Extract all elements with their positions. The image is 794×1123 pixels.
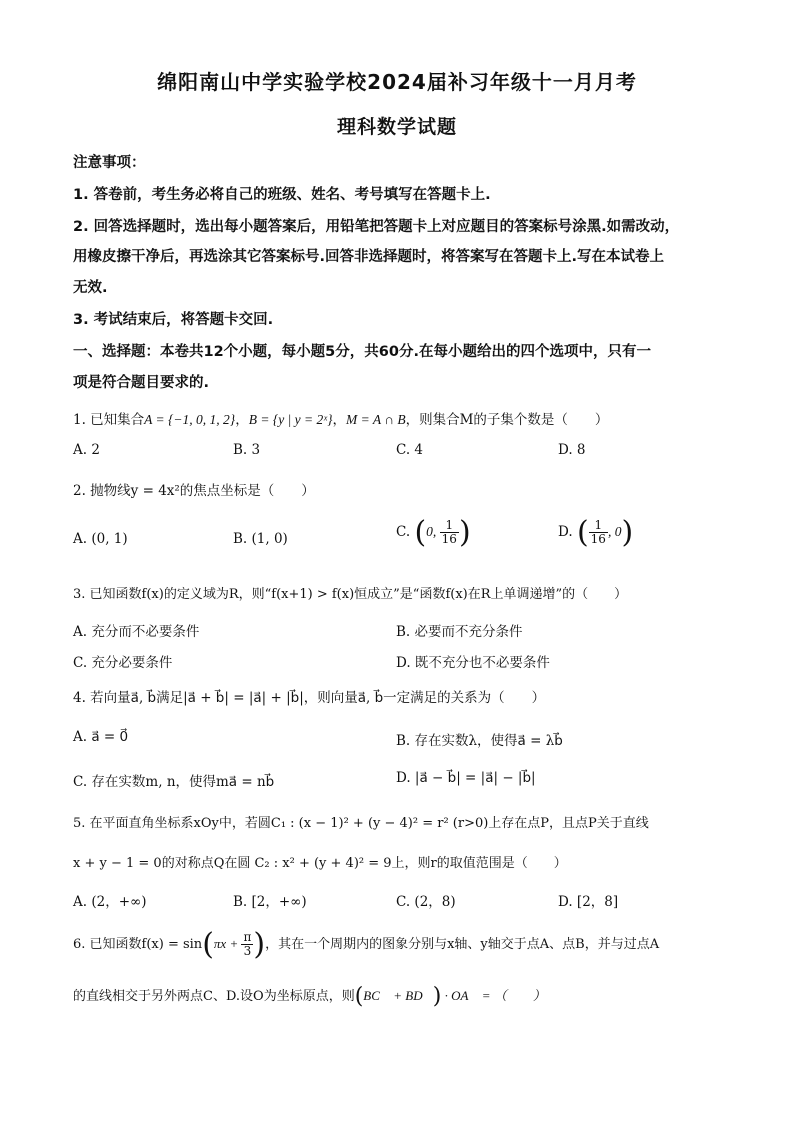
q3-option-b: B. 必要而不充分条件 xyxy=(396,624,523,640)
q6-inner: πx + xyxy=(213,936,242,951)
question-6-line-2 xyxy=(73,984,733,1009)
q1-option-d: D. 8 xyxy=(558,442,586,458)
q2-d-fraction xyxy=(589,519,608,546)
question-1-stem xyxy=(73,408,733,428)
q5-option-c: C. (2，8) xyxy=(396,894,456,910)
q1-prefix: 1. 已知集合 xyxy=(73,412,145,428)
q3-option-a: A. 充分而不必要条件 xyxy=(73,624,200,640)
q6-fraction xyxy=(241,931,253,958)
q1-set-m: M = A ∩ B xyxy=(345,412,406,427)
q2-d-num: 1 xyxy=(589,519,608,533)
q4-option-c: C. 存在实数m, n，使得ma⃗ = nb⃗ xyxy=(73,774,275,790)
q6-vec-right-paren-icon: ) xyxy=(432,984,442,1009)
q6-right-paren-icon: ) xyxy=(253,927,266,962)
note-2-line-1: 2. 回答选择题时，选出每小题答案后，用铅笔把答题卡上对应题目的答案标号涂黑.如需改动， xyxy=(73,219,680,235)
notes-heading: 注意事项： xyxy=(73,155,146,171)
q2-d-left-paren-icon: ( xyxy=(576,515,589,550)
q2-c-fraction xyxy=(440,519,459,546)
question-4-stem: 4. 若向量a⃗, b⃗满足|a⃗ + b⃗| = |a⃗| + |b⃗|，则向量a⃗, b⃗一定满足的关系为（ ） xyxy=(73,690,546,706)
q2-c-pre: 0, xyxy=(426,524,440,539)
q4-option-b: B. 存在实数λ，使得a⃗ = λb⃗ xyxy=(396,733,563,749)
q2-option-d xyxy=(558,515,633,550)
q6-vec-left-paren-icon: ( xyxy=(354,984,364,1009)
q5-option-a: A. (2，+∞) xyxy=(73,894,147,910)
question-6-line-1 xyxy=(73,927,733,962)
question-2-stem: 2. 抛物线y = 4x²的焦点坐标是（ ） xyxy=(73,483,315,499)
section-1-heading-line-2: 项是符合题目要求的. xyxy=(73,375,210,391)
q2-option-c xyxy=(396,515,471,550)
q2-option-a: A. (0, 1) xyxy=(73,531,128,547)
q5-option-b: B. [2，+∞) xyxy=(233,894,307,910)
q2-option-b: B. (1, 0) xyxy=(233,531,288,547)
note-3: 3. 考试结束后，将答题卡交回. xyxy=(73,312,274,328)
question-5-line-1: 5. 在平面直角坐标系xOy中，若圆C₁ : (x − 1)² + (y − 4)² = r² (r>0)上存在点P，且点P关于直线 xyxy=(73,816,649,831)
q5-option-d: D. [2，8] xyxy=(558,894,619,910)
q3-option-d: D. 既不充分也不必要条件 xyxy=(396,655,550,671)
q4-option-d: D. |a⃗ − b⃗| = |a⃗| − |b⃗| xyxy=(396,770,536,786)
exam-title: 绵阳南山中学实验学校2024届补习年级十一月月考 xyxy=(157,70,637,94)
q6-left-paren-icon: ( xyxy=(202,927,214,962)
q3-option-c: C. 充分必要条件 xyxy=(73,655,173,671)
q1-option-c: C. 4 xyxy=(396,442,424,458)
q6-line2-dot: · OA⃗ = （ ） xyxy=(441,988,546,1003)
q2-c-num: 1 xyxy=(440,519,459,533)
q6-line2-vec: BC⃗ + BD⃗ xyxy=(363,988,433,1003)
q1-option-a: A. 2 xyxy=(73,442,100,458)
question-5-line-2: x + y − 1 = 0的对称点Q在圆 C₂ : x² + (y + 4)² = 9上，则r的取值范围是（ ） xyxy=(73,856,567,871)
q1-option-b: B. 3 xyxy=(233,442,261,458)
q2-d-post: , 0 xyxy=(607,524,622,539)
q6-pre: 6. 已知函数f(x) = sin xyxy=(73,937,203,952)
q2-c-den: 16 xyxy=(441,532,457,546)
q6-line2-pre: 的直线相交于另外两点C、D.设O为坐标原点，则 xyxy=(73,989,355,1004)
exam-subtitle: 理科数学试题 xyxy=(336,116,457,138)
q1-sep-2: ， xyxy=(332,412,346,428)
q2-d-right-paren-icon: ) xyxy=(621,515,634,550)
q2-option-c-label: C. xyxy=(396,524,411,540)
q2-c-left-paren-icon: ( xyxy=(414,515,427,550)
q6-post: ，其在一个周期内的图象分别与x轴、y轴交于点A、点B，并与过点A xyxy=(265,937,660,952)
q2-c-right-paren-icon: ) xyxy=(458,515,471,550)
q2-d-den: 16 xyxy=(590,532,606,546)
q2-option-d-label: D. xyxy=(558,524,573,540)
note-1: 1. 答卷前，考生务必将自己的班级、姓名、考号填写在答题卡上. xyxy=(73,187,491,203)
q1-set-a: A = {−1, 0, 1, 2} xyxy=(144,412,236,427)
q6-frac-num: π xyxy=(243,930,252,944)
note-2-line-2: 用橡皮擦干净后，再选涂其它答案标号.回答非选择题时，将答案写在答题卡上.写在本试卷上 xyxy=(73,249,665,265)
q1-suffix: ，则集合M的子集个数是（ ） xyxy=(405,412,609,428)
section-1-heading-line-1: 一、选择题：本卷共12个小题，每小题5分，共60分.在每小题给出的四个选项中，只有一 xyxy=(73,344,651,360)
q4-option-a: A. a⃗ = 0⃗ xyxy=(73,729,129,745)
question-3-stem: 3. 已知函数f(x)的定义域为R，则“f(x+1) > f(x)恒成立”是“函数f(x)在R上单调递增”的（ ） xyxy=(73,587,628,602)
note-2-line-3: 无效. xyxy=(73,280,108,296)
q1-sep-1: ， xyxy=(235,412,249,428)
q1-set-b: B = {y | y = 2ˣ} xyxy=(248,412,333,427)
q6-frac-den: 3 xyxy=(243,944,252,958)
